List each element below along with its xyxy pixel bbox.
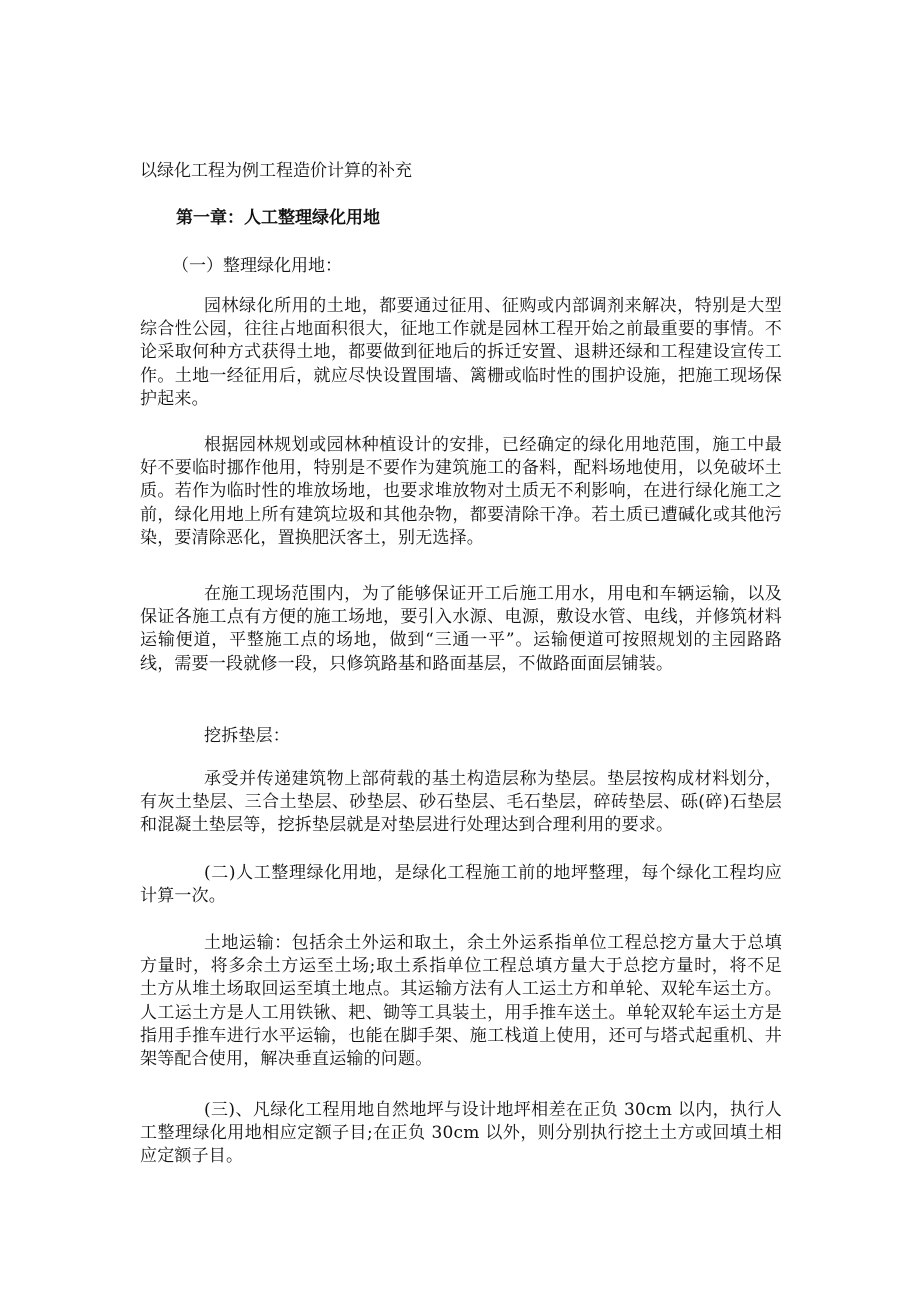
paragraph-land-protection: 根据园林规划或园林种植设计的安排，已经确定的绿化用地范围，施工中最好不要临时挪作他用，特别是不要作为建筑施工的备料，配料场地使用，以免破坏土质。若作为临时性的堆放场地，也要求堆放物对土质无不利影响，在进行绿化施工之前，绿化用地上所有建筑垃圾和其他杂物，都要清除干净。若土质已遭碱化或其他污染，要清除恶化，置换肥沃客土，别无选择。	[140, 435, 782, 548]
section-heading: （一）整理绿化用地：	[172, 256, 342, 276]
paragraph-land-acquisition: 园林绿化所用的土地，都要通过征用、征购或内部调剂来解决，特别是大型综合性公园，往往占地面积很大，征地工作就是园林工程开始之前最重要的事情。不论采取何种方式获得土地，都要做到征地后的拆迁安置、退耕还绿和工程建设宣传工作。土地一经征用后，就应尽快设置围墙、篱栅或临时性的围护设施，把施工现场保护起来。	[140, 296, 782, 409]
paragraph-earth-transport: 土地运输：包括余土外运和取土，余土外运系指单位工程总挖方量大于总填方量时，将多余土方运至土场;取土系指单位工程总填方量大于总挖方量时，将不足土方从堆土场取回运至填土地点。其运输方法有人工运土方和单轮、双轮车运土方。人工运土方是人工用铁锹、耙、锄等工具装土，用手推车送土。单轮双轮车运土方是指用手推车进行水平运输，也能在脚手架、施工栈道上使用，还可与塔式起重机、井架等配合使用，解决垂直运输的问题。	[140, 933, 782, 1070]
paragraph-cushion-heading: 挖拆垫层：	[204, 726, 290, 746]
document-title: 以绿化工程为例工程造价计算的补充	[140, 161, 412, 181]
chapter-heading: 第一章：人工整理绿化用地	[176, 208, 380, 228]
paragraph-quota-rules: (三)、凡绿化工程用地自然地坪与设计地坪相差在正负 30cm 以内，执行人工整理绿化用地相应定额子目;在正负 30cm 以外，则分别执行挖土土方或回填土相应定额子目。	[140, 1100, 782, 1167]
paragraph-site-preparation: 在施工现场范围内，为了能够保证开工后施工用水，用电和车辆运输，以及保证各施工点有方便的施工场地，要引入水源、电源，敷设水管、电线，并修筑材料运输便道，平整施工点的场地，做到“三通一平”。运输便道可按照规划的主园路路线，需要一段就修一段，只修筑路基和路面基层，不做路面面层铺装。	[140, 584, 782, 674]
paragraph-cushion-layer: 承受并传递建筑物上部荷载的基土构造层称为垫层。垫层按构成材料划分，有灰土垫层、三合土垫层、砂垫层、砂石垫层、毛石垫层，碎砖垫层、砾(碎)石垫层和混凝土垫层等，挖拆垫层就是对垫层进行处理达到合理利用的要求。	[140, 769, 782, 836]
paragraph-manual-leveling: (二)人工整理绿化用地，是绿化工程施工前的地坪整理，每个绿化工程均应计算一次。	[140, 863, 782, 907]
